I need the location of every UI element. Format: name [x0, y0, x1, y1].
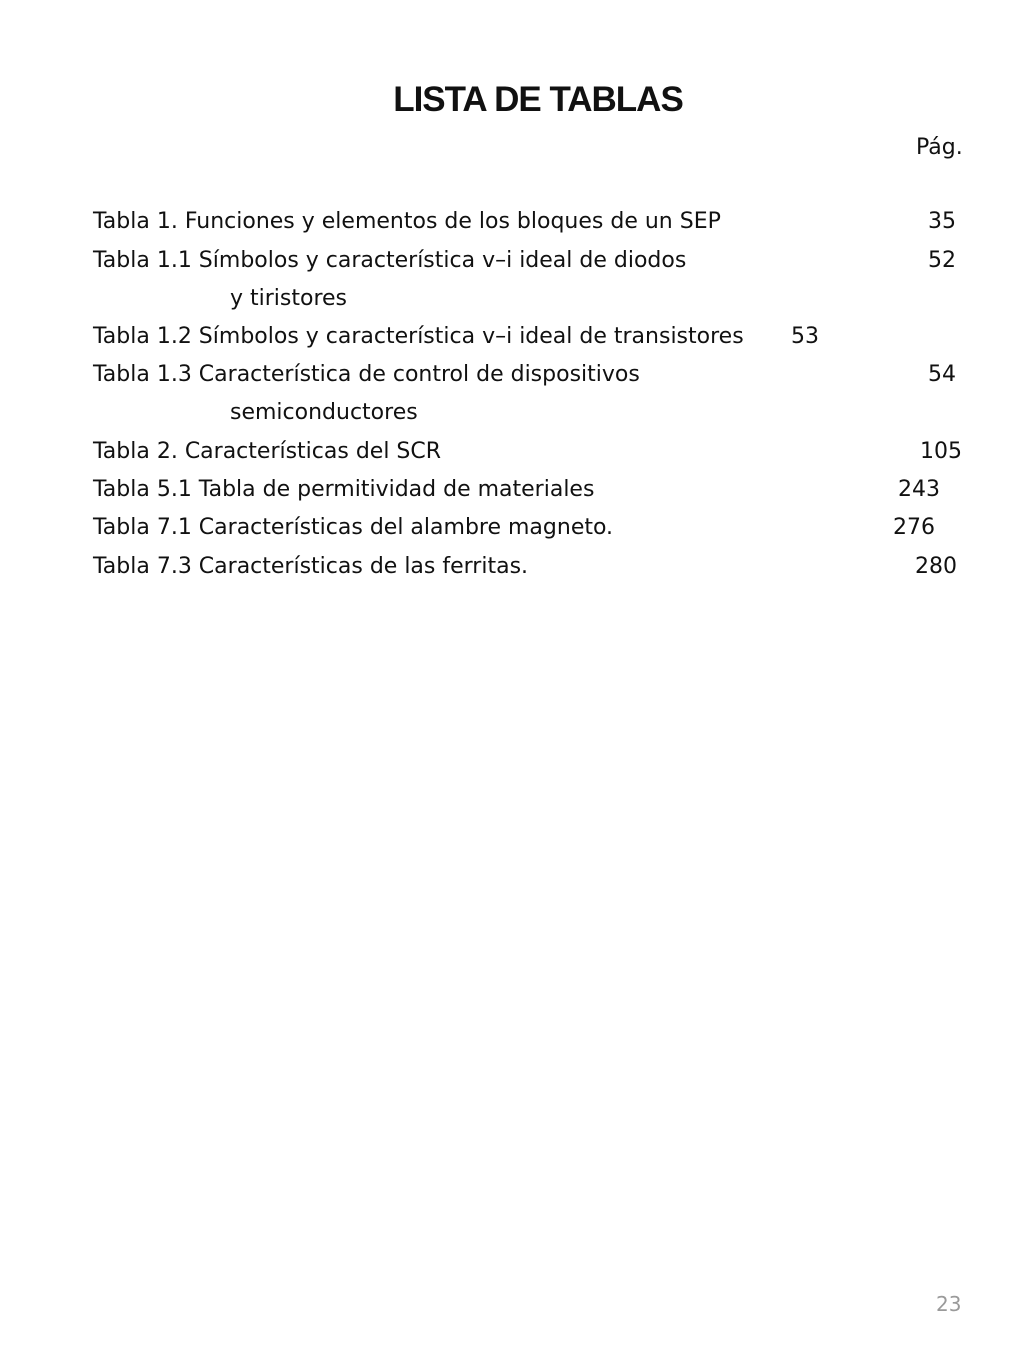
table-entry-2-continuation: y tiristores [230, 286, 348, 311]
page-title: LISTA DE TABLAS [393, 80, 683, 119]
table-entry-1-page: 35 [928, 209, 956, 234]
table-entry-1-title: Tabla 1. Funciones y elementos de los bloques de un SEP [93, 209, 721, 234]
table-entry-2-page: 52 [928, 248, 956, 273]
table-entry-8-page: 280 [915, 554, 957, 579]
page-number: 23 [936, 1292, 962, 1316]
table-entry-3-title: Tabla 1.2 Símbolos y característica v–i ideal de transistores [93, 324, 744, 349]
table-entry-2-title: Tabla 1.1 Símbolos y característica v–i ideal de diodos [93, 248, 687, 273]
table-entry-6-title: Tabla 5.1 Tabla de permitividad de materiales [93, 477, 595, 502]
table-entry-3-page: 53 [791, 324, 819, 349]
table-entry-4-continuation: semiconductores [230, 400, 418, 425]
page-column-header: Pág. [916, 135, 963, 160]
table-entry-8-title: Tabla 7.3 Características de las ferritas. [93, 554, 529, 579]
table-entry-7-title: Tabla 7.1 Características del alambre magneto. [93, 515, 614, 540]
table-entry-7-page: 276 [893, 515, 935, 540]
table-entry-4-page: 54 [928, 362, 956, 387]
table-entry-6-page: 243 [898, 477, 940, 502]
table-entry-5-title: Tabla 2. Características del SCR [93, 439, 442, 464]
table-entry-4-title: Tabla 1.3 Característica de control de dispositivos [93, 362, 640, 387]
table-entry-5-page: 105 [920, 439, 962, 464]
